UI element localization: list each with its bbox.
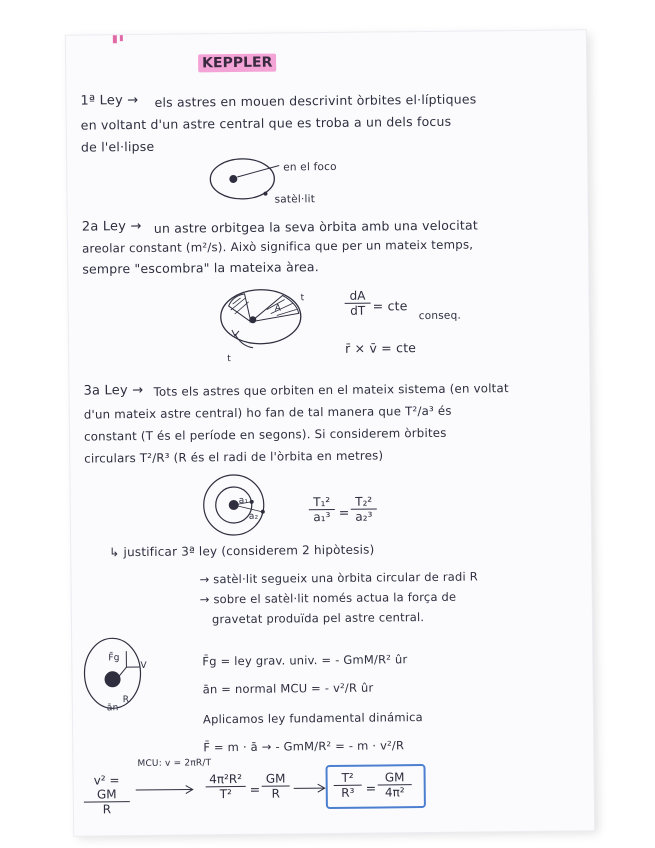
final-equals: = — [365, 780, 377, 796]
justify-step2-equals: = — [249, 781, 261, 797]
law2-heading: 2a Ley → — [81, 218, 142, 235]
law1-line2: en voltant d'un astre central que es troba a un dels focus — [80, 113, 452, 133]
justify-hypothesis-1: → satèl·lit segueix una òrbita circular de radi R — [199, 569, 479, 587]
justify-mcu-label: MCU: v = 2πR/T — [137, 758, 212, 770]
law3-a1-label: a₁ — [238, 495, 249, 506]
law1-line1: els astres en mouen descrivint òrbites el·líptiques — [154, 91, 477, 110]
law3-line4: circulars T²/R³ (R és el radi de l'òrbita en metres) — [84, 448, 384, 466]
pink-marker-line — [113, 35, 117, 43]
law2-t-label: t — [300, 293, 305, 304]
law3-line1: Tots els astres que orbiten en el mateix sistema (en voltat — [153, 381, 509, 399]
arrow-icon — [294, 783, 328, 793]
law2-formula2: r̄ × v̄ = cte — [345, 340, 417, 356]
law2-line2: areolar constant (m²/s). Això significa que per un mateix temps, — [81, 237, 474, 256]
law2-formula-rhs: = cte — [372, 298, 408, 314]
justify-normal-formula: ān = normal MCU = - v²/R ûr — [202, 680, 374, 697]
pink-marker-line — [120, 35, 123, 41]
final-lhs-fraction: $\frac{\text{T²}}{\text{R³}}$ — [334, 771, 362, 800]
law2-conseq-label: conseq. — [418, 309, 462, 323]
law2-line3: sempre "escombra" la mateixa àrea. — [82, 259, 319, 277]
law1-satellite-label: satèl·lit — [274, 193, 316, 206]
arrow-icon — [136, 784, 196, 795]
law3-line3: constant (T és el període en segons). Si considerem òrbites — [83, 425, 447, 444]
force-an-label: ān — [106, 703, 119, 714]
law3-heading: 3a Ley → — [83, 382, 144, 399]
justify-hypothesis-2: → sobre el satèl·lit només actua la força de — [199, 589, 457, 607]
law3-fraction-1: $\frac{\text{T₁²}}{\text{a₁³}}$ — [309, 495, 335, 524]
justify-newton-formula: F̄ = m · ā → - GmM/R² = - m · v²/R — [203, 738, 405, 755]
satellite-force-diagram — [82, 631, 153, 712]
justify-heading: ↳ justificar 3ª ley (considerem 2 hipòtesis) — [109, 542, 375, 560]
concentric-orbits-diagram — [200, 472, 271, 543]
justify-hypothesis-3: gravetat produïda pel astre central. — [211, 610, 425, 627]
justify-step2-rhs-fraction: $\frac{GM}{R}$ — [262, 771, 290, 800]
law3-a2-label: a₂ — [248, 511, 259, 522]
law1-heading: 1ª Ley → — [80, 92, 139, 109]
page-title: KEPPLER — [198, 54, 276, 73]
law2-formula-fraction: $\frac{dA}{dT}$ — [344, 289, 370, 318]
force-r-label: R — [122, 695, 130, 706]
justify-apply-label: Aplicamos ley fundamental dinámica — [202, 710, 423, 727]
force-v-label: V — [140, 660, 147, 671]
justify-gravity-formula: F̄g = ley grav. univ. = - GmM/R² ûr — [202, 652, 408, 669]
law2-line1: un astre orbitgea la seva òrbita amb una velocitat — [153, 217, 479, 236]
final-rhs-fraction: $\frac{GM}{\text{4π²}}$ — [378, 770, 412, 799]
law2-t2-label: t — [227, 354, 232, 365]
justify-step2-fraction: $\frac{\text{4π²R²}}{\text{T²}}$ — [206, 772, 246, 801]
law3-fraction-2: $\frac{\text{T₂²}}{\text{a₂³}}$ — [351, 495, 377, 524]
law2-area-label: A — [274, 303, 282, 314]
law3-equals: = — [338, 504, 350, 520]
force-fg-label: F̄g — [108, 653, 120, 664]
law1-focus-label: en el foco — [283, 160, 337, 174]
law3-line2: d'un mateix astre central) ho fan de tal manera que T²/a³ és — [83, 403, 452, 422]
notebook-page — [66, 30, 594, 835]
law1-line3: de l'el·lipse — [80, 138, 155, 155]
justify-v2-fraction: $\frac{\text{v² = GM}}{R}$ — [84, 773, 130, 816]
